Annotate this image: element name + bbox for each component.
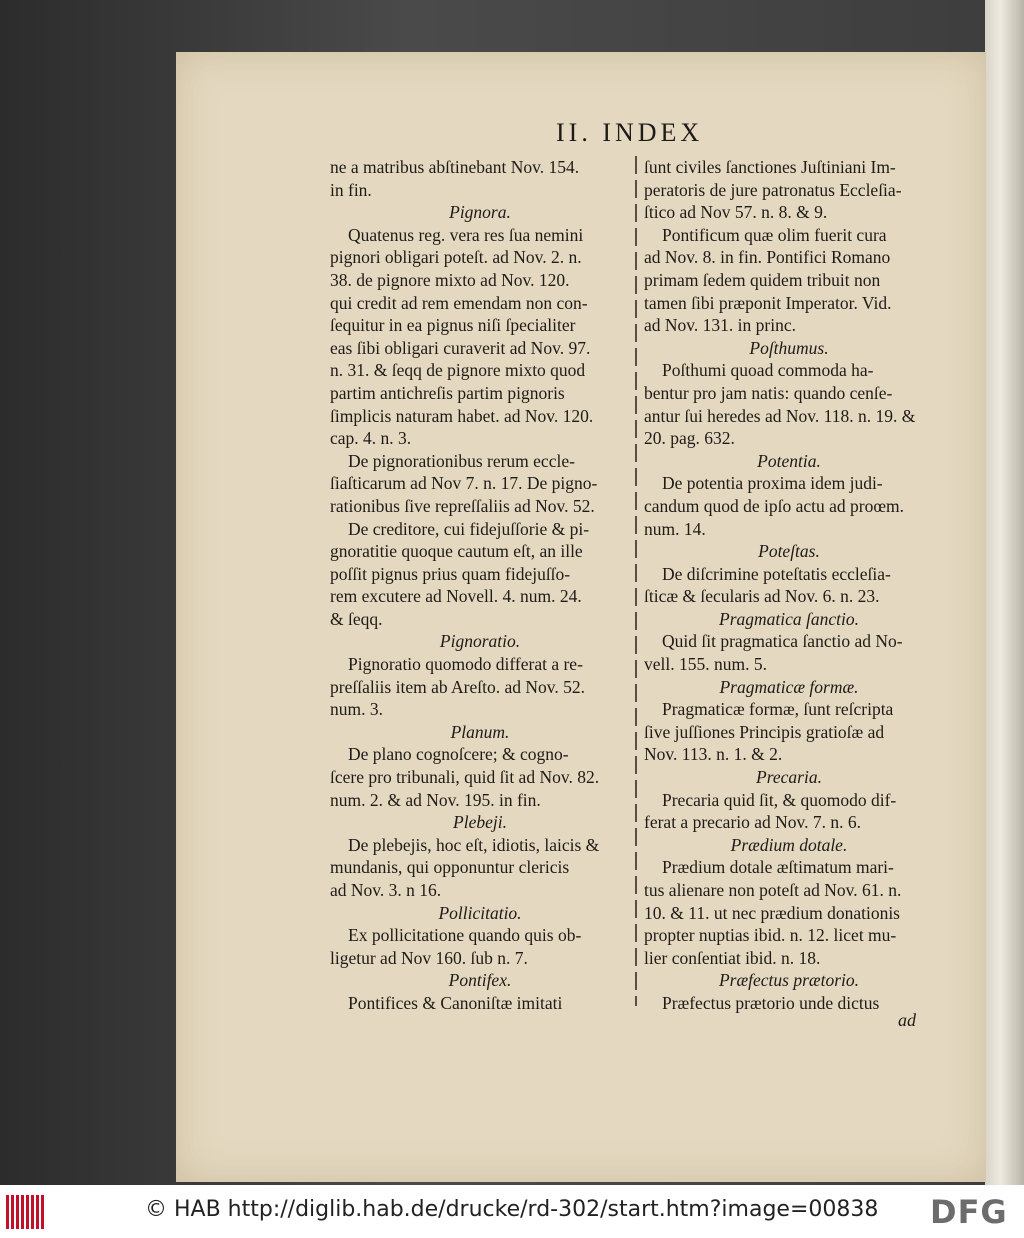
index-line: Nov. 113. n. 1. & 2. xyxy=(644,744,783,765)
index-line: partim antichreſis partim pignoris xyxy=(330,382,565,403)
index-line: Prædium dotale æſtimatum mari- xyxy=(662,857,894,878)
index-heading: Prædium dotale. xyxy=(730,834,848,855)
index-line: ſunt civiles ſanctiones Juſtiniani Im- xyxy=(644,157,896,177)
index-heading: Pontifex. xyxy=(448,970,512,991)
index-line: Ex pollicitatione quando quis ob- xyxy=(348,925,582,946)
index-line: ſcere pro tribunali, quid ſit ad Nov. 82. xyxy=(330,767,600,788)
index-line: n. 31. & ſeqq de pignore mixto quod xyxy=(330,360,586,381)
index-heading: Poſthumus. xyxy=(749,337,829,358)
index-line: gnoratitie quoque cautum eſt, an ille xyxy=(330,541,583,562)
index-line: De plano cognoſcere; & cogno- xyxy=(348,744,569,765)
index-line: De potentia proxima idem judi- xyxy=(662,473,883,494)
index-line: cap. 4. n. 3. xyxy=(330,428,412,449)
index-line: Quatenus reg. vera res ſua nemini xyxy=(348,224,584,245)
viewer-footer xyxy=(0,1185,1024,1238)
index-line: poſſit pignus prius quam fidejuſſo- xyxy=(330,563,571,584)
index-line: 20. pag. 632. xyxy=(644,428,735,449)
index-line: propter nuptias ibid. n. 12. licet mu- xyxy=(644,925,897,946)
index-line: primam ſedem quidem tribuit non xyxy=(644,269,881,290)
index-line: De diſcrimine poteſtatis eccleſia- xyxy=(662,563,891,584)
index-heading: Pollicitatio. xyxy=(438,902,522,923)
index-line: pignori obligari poteſt. ad Nov. 2. n. xyxy=(330,247,582,268)
dfg-logo: DFG xyxy=(930,1193,1008,1231)
index-line: ferat a precario ad Nov. 7. n. 6. xyxy=(644,812,862,833)
index-line: vell. 155. num. 5. xyxy=(644,654,767,675)
index-line: rem excutere ad Novell. 4. num. 24. xyxy=(330,586,582,607)
index-line: tamen ſibi præponit Imperator. Vid. xyxy=(644,292,892,313)
index-line: ſequitur in ea pignus niſi ſpecialiter xyxy=(330,315,576,336)
index-line: ſiaſticarum ad Nov 7. n. 17. De pigno- xyxy=(330,473,598,494)
index-line: qui credit ad rem emendam non con- xyxy=(330,292,588,313)
index-line: num. 14. xyxy=(644,518,706,539)
index-line: Quid ſit pragmatica ſanctio ad No- xyxy=(662,631,903,652)
index-line: Pontificum quæ olim fuerit cura xyxy=(662,224,887,245)
index-heading: Pignora. xyxy=(449,202,511,223)
column-divider xyxy=(635,156,637,1006)
index-line: & ſeqq. xyxy=(330,608,383,629)
index-line: num. 2. & ad Nov. 195. in fin. xyxy=(330,789,541,810)
index-heading: Planum. xyxy=(450,721,510,742)
index-line: candum quod de ipſo actu ad proœm. xyxy=(644,495,905,516)
index-line: ſtico ad Nov 57. n. 8. & 9. xyxy=(644,202,828,223)
right-column xyxy=(644,156,934,1015)
index-line: Præfectus prætorio unde dictus xyxy=(662,992,880,1013)
index-line: ad Nov. 3. n 16. xyxy=(330,880,442,900)
index-line: eas ſibi obligari curaverit ad Nov. 97. xyxy=(330,337,591,358)
index-line: ſticæ & ſecularis ad Nov. 6. n. 23. xyxy=(644,586,880,607)
index-heading: Præfectus prætorio. xyxy=(718,970,859,991)
index-line: in fin. xyxy=(330,179,372,200)
index-line: lier conſentiat ibid. n. 18. xyxy=(644,947,821,968)
index-line: peratoris de jure patronatus Eccleſia- xyxy=(644,179,902,200)
index-line: ne a matribus abſtinebant Nov. 154. xyxy=(330,157,580,177)
index-line: preſſaliis item ab Areſto. ad Nov. 52. xyxy=(330,676,585,697)
index-line: ad Nov. 131. in princ. xyxy=(644,315,796,336)
index-heading: Poteſtas. xyxy=(758,541,820,562)
index-line: ſive juſſiones Principis gratioſæ ad xyxy=(644,721,885,742)
index-line: rationibus ſive repreſſaliis ad Nov. 52. xyxy=(330,495,595,516)
index-line: De plebejis, hoc eſt, idiotis, laicis & xyxy=(348,834,600,855)
index-heading: Plebeji. xyxy=(453,812,507,833)
index-line: ad Nov. 8. in fin. Pontifici Romano xyxy=(644,247,891,268)
hab-barcode-logo-icon xyxy=(6,1195,46,1229)
index-line: mundanis, qui opponuntur clericis xyxy=(330,857,570,878)
index-line: ligetur ad Nov 160. ſub n. 7. xyxy=(330,947,528,968)
catchword: ad xyxy=(898,1010,916,1030)
index-line: De pignorationibus rerum eccle- xyxy=(348,450,575,471)
running-head: II. INDEX xyxy=(556,118,704,147)
index-heading: Pragmaticæ formæ. xyxy=(719,676,859,697)
left-column xyxy=(330,156,630,1015)
book-edge xyxy=(985,0,1024,1185)
index-line: bentur pro jam natis: quando cenſe- xyxy=(644,382,893,403)
index-line: num. 3. xyxy=(330,699,383,720)
index-line: ſimplicis naturam habet. ad Nov. 120. xyxy=(330,405,594,426)
index-line: 10. & 11. ut nec prædium donationis xyxy=(644,902,900,923)
index-line: antur ſui heredes ad Nov. 118. n. 19. & xyxy=(644,405,916,426)
index-heading: Precaria. xyxy=(756,767,822,788)
index-line: Precaria quid ſit, & quomodo dif- xyxy=(662,789,897,810)
index-line: Pragmaticæ formæ, ſunt reſcripta xyxy=(662,699,894,720)
index-line: Poſthumi quoad commoda ha- xyxy=(662,360,874,381)
index-line: tus alienare non poteſt ad Nov. 61. n. xyxy=(644,880,902,900)
index-line: 38. de pignore mixto ad Nov. 120. xyxy=(330,269,570,290)
index-line: Pignoratio quomodo differat a re- xyxy=(348,654,583,675)
index-line: Pontifices & Canoniſtæ imitati xyxy=(348,992,563,1013)
index-line: De creditore, cui fidejuſſorie & pi- xyxy=(348,518,590,539)
index-heading: Pignoratio. xyxy=(439,631,521,652)
index-heading: Pragmatica ſanctio. xyxy=(719,608,859,629)
book-page xyxy=(176,52,986,1182)
source-caption: © HAB http://diglib.hab.de/drucke/rd-302/start.htm?image=00838 xyxy=(145,1197,879,1222)
index-heading: Potentia. xyxy=(757,450,821,471)
